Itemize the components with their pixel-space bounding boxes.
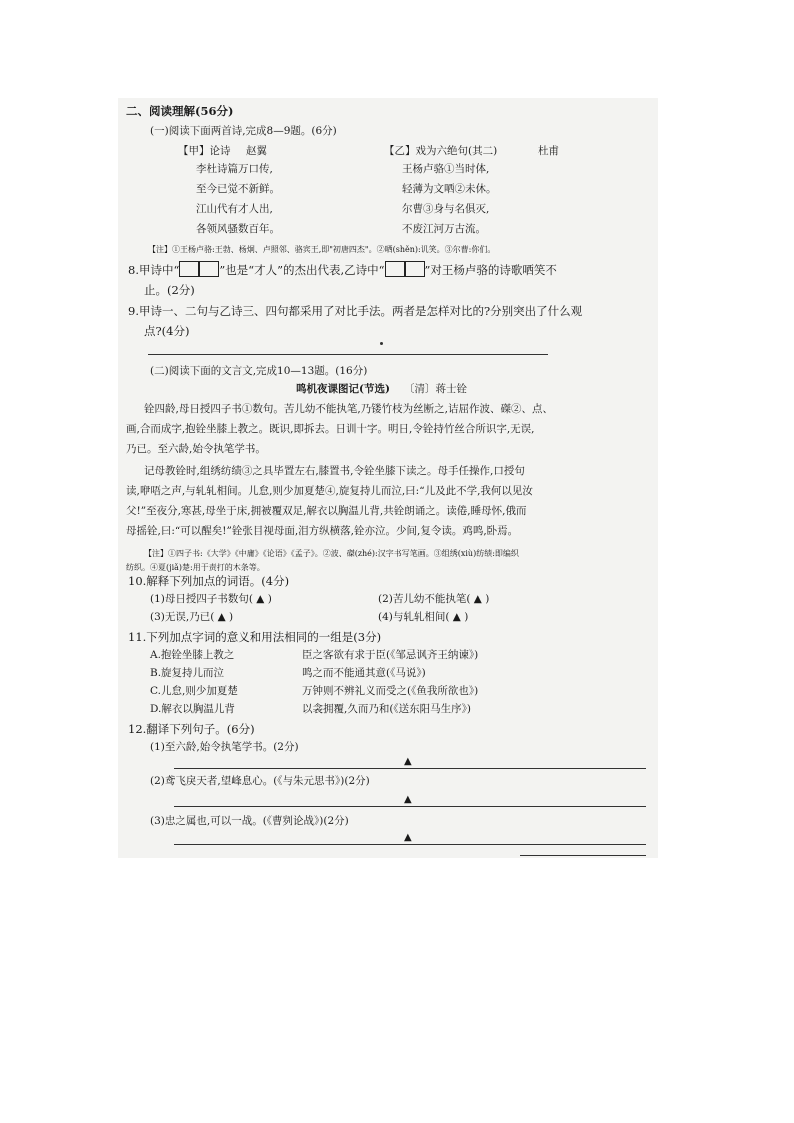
scan-speck xyxy=(380,342,383,345)
answer-box[interactable] xyxy=(179,261,199,277)
poem-a-line: 李杜诗篇万口传, xyxy=(196,163,273,175)
poem-a-line: 各领风骚数百年。 xyxy=(196,223,280,235)
question-12-item: (1)至六龄,始令执笔学书。(2分) xyxy=(150,741,299,753)
poem-a-line: 至今已觉不新鲜。 xyxy=(196,183,280,195)
section-title: 二、阅读理解(56分) xyxy=(126,104,234,118)
part1-intro: (一)阅读下面两首诗,完成8—9题。(6分) xyxy=(150,125,337,137)
poem-b-line: 尔曹③身与名俱灭, xyxy=(402,203,490,215)
question-10: 10.解释下列加点的词语。(4分) xyxy=(128,574,290,588)
question-8-cont: 止。(2分) xyxy=(144,283,195,297)
passage-line: 读,咿唔之声,与轧轧相间。儿怠,则少加夏楚④,旋复持儿而泣,曰:“儿及此不学,我何以见汝 xyxy=(126,485,533,497)
question-10-item[interactable]: (1)母日授四子书数句( ▲ ) xyxy=(150,593,272,605)
question-11-reference: 臣之客欲有求于臣(《邹忌讽齐王纳谏》) xyxy=(302,649,479,661)
passage-line: 铨四龄,母日授四子书①数句。苦儿幼不能执笔,乃镂竹枝为丝断之,诘屈作波、磔②、点、 xyxy=(144,403,554,415)
poem-b-line: 轻薄为文哂②未休。 xyxy=(402,183,497,195)
passage-line: 母摇铨,曰:“可以醒矣!”铨张目视母面,泪方纵横落,铨亦泣。少间,复令读。鸡鸣,卧焉。 xyxy=(126,525,519,537)
part2-intro: (二)阅读下面的文言文,完成10—13题。(16分) xyxy=(150,365,368,377)
poem-note: 【注】①王杨卢骆:王勃、杨炯、卢照邻、骆宾王,即"初唐四杰"。②哂(shěn):讥笑。③尔曹:你们。 xyxy=(148,245,496,254)
question-11-option[interactable]: C.儿怠,则少加夏楚 xyxy=(150,685,238,697)
answer-line[interactable] xyxy=(174,844,646,845)
answer-marker: ▲ xyxy=(404,756,412,767)
divider-line xyxy=(148,354,548,355)
question-8-text: ”对王杨卢骆的诗歌哂笑不 xyxy=(424,263,557,277)
poem-b-title: 【乙】戏为六绝句(其二) xyxy=(384,145,498,157)
answer-line[interactable] xyxy=(174,806,646,807)
question-9-cont: 点?(4分) xyxy=(144,324,190,338)
answer-box[interactable] xyxy=(199,261,219,277)
poem-a-author: 赵翼 xyxy=(246,145,267,157)
question-12-item: (3)忠之属也,可以一战。(《曹刿论战》)(2分) xyxy=(150,815,349,827)
poem-b-author: 杜甫 xyxy=(538,145,559,157)
passage-note: 纺织。④夏(jiǎ)楚:用于责打的木条等。 xyxy=(126,563,265,572)
question-11-reference: 万钟则不辨礼义而受之(《鱼我所欲也》) xyxy=(302,685,479,697)
passage-author: 〔清〕蒋士铨 xyxy=(404,383,467,395)
question-10-item[interactable]: (2)苦儿幼不能执笔( ▲ ) xyxy=(378,593,490,605)
passage-line: 父!”至夜分,寒甚,母坐于床,拥被覆双足,解衣以胸温儿背,共铨朗诵之。读倦,睡母怀,俄而 xyxy=(126,505,527,517)
question-11-option[interactable]: A.抱铨坐膝上教之 xyxy=(150,649,235,661)
question-11-reference: 以衾拥覆,久而乃和(《送东阳马生序》) xyxy=(302,703,472,715)
answer-marker: ▲ xyxy=(404,794,412,805)
passage-title: 鸣机夜课图记(节选) xyxy=(296,383,390,395)
question-10-item[interactable]: (4)与轧轧相间( ▲ ) xyxy=(378,611,469,623)
question-12: 12.翻译下列句子。(6分) xyxy=(128,722,255,736)
question-8 xyxy=(128,261,557,278)
question-11-option[interactable]: D.解衣以胸温儿背 xyxy=(150,703,235,715)
question-10-item[interactable]: (3)无误,乃已( ▲ ) xyxy=(150,611,234,623)
poem-a-line: 江山代有才人出, xyxy=(196,203,273,215)
answer-box[interactable] xyxy=(405,261,425,277)
poem-b-line: 不废江河万古流。 xyxy=(402,223,486,235)
passage-line: 记母教铨时,组绣纺绩③之具毕置左右,膝置书,令铨坐膝下读之。母手任操作,口授句 xyxy=(144,465,525,477)
question-12-item: (2)鸢飞戾天者,望峰息心。(《与朱元思书》)(2分) xyxy=(150,775,370,787)
poem-b-line: 王杨卢骆①当时体, xyxy=(402,163,490,175)
question-11: 11.下列加点字词的意义和用法相同的一组是(3分) xyxy=(128,630,382,644)
passage-note: 【注】①四子书:《大学》《中庸》《论语》《孟子》。②波、磔(zhé):汉字书写笔画。③组绣(xiù)纺绩:即编织 xyxy=(144,549,519,558)
answer-box[interactable] xyxy=(385,261,405,277)
answer-marker: ▲ xyxy=(404,832,412,843)
poem-a-title: 【甲】论诗 xyxy=(178,145,231,157)
answer-line[interactable] xyxy=(174,768,646,769)
question-11-reference: 鸣之而不能通其意(《马说》) xyxy=(302,667,426,679)
passage-line: 乃已。至六龄,始令执笔学书。 xyxy=(126,443,266,455)
question-8-text: ”也是“才人”的杰出代表,乙诗中“ xyxy=(219,263,385,277)
passage-line: 画,合而成字,抱铨坐膝上教之。既识,即拆去。日训十字。明日,令铨持竹丝合所识字,无误, xyxy=(126,423,535,435)
question-8-text: 8.甲诗中“ xyxy=(128,263,180,277)
divider-line xyxy=(520,855,646,856)
question-9: 9.甲诗一、二句与乙诗三、四句都采用了对比手法。两者是怎样对比的?分别突出了什么观 xyxy=(128,304,583,318)
question-11-option[interactable]: B.旋复持儿而泣 xyxy=(150,667,225,679)
